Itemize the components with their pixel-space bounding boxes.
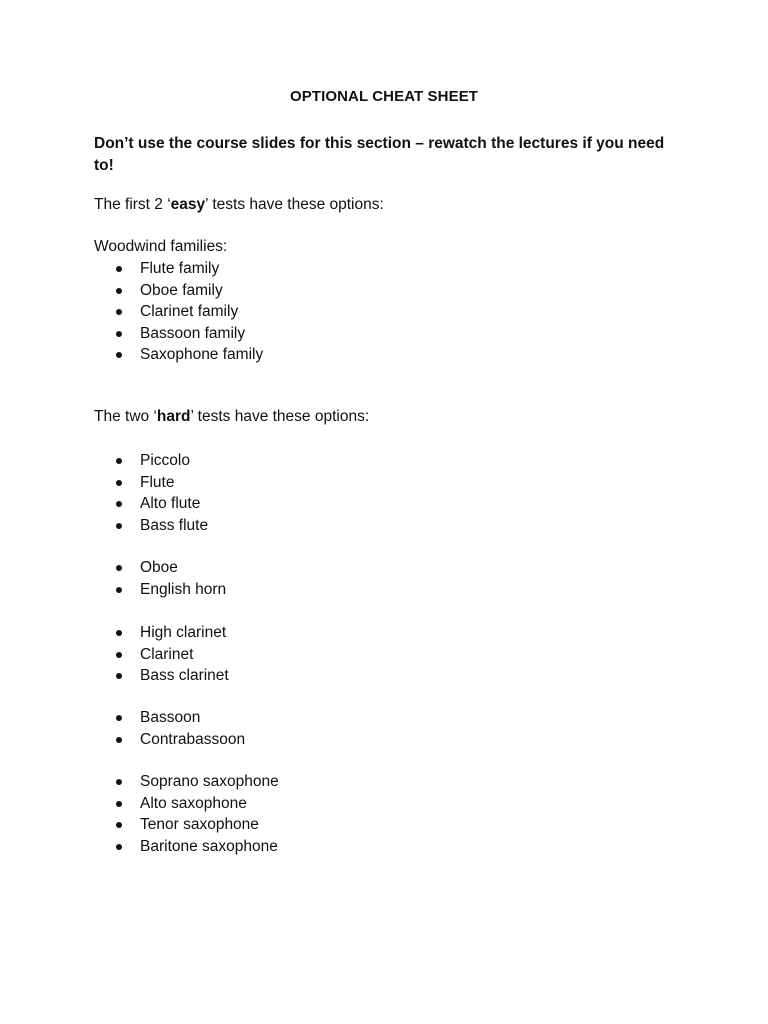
list-item: Bass clarinet <box>116 665 229 687</box>
oboe-group-list <box>116 557 226 600</box>
flute-group-list <box>116 450 208 536</box>
list-item: Soprano saxophone <box>116 771 279 793</box>
list-item: Bassoon <box>116 707 245 729</box>
warning-note: Don’t use the course slides for this section – rewatch the lectures if you need to! <box>94 135 665 174</box>
easy-tests-intro <box>94 194 384 216</box>
hard-tests-intro <box>94 406 369 428</box>
saxophone-group-list <box>116 771 279 857</box>
list-item: Bass flute <box>116 515 208 537</box>
list-item: Contrabassoon <box>116 729 245 751</box>
list-item: Alto flute <box>116 493 208 515</box>
list-item: English horn <box>116 579 226 601</box>
families-list <box>116 258 263 366</box>
list-item: High clarinet <box>116 622 229 644</box>
hard-intro-bold: hard <box>156 408 191 425</box>
easy-intro-before: The first 2 ‘ <box>94 196 171 213</box>
clarinet-group-list <box>116 622 229 687</box>
hard-intro-after: ’ tests have these options: <box>190 408 370 425</box>
page-title: OPTIONAL CHEAT SHEET <box>289 88 479 105</box>
list-item: Alto saxophone <box>116 793 279 815</box>
list-item: Bassoon family <box>116 323 263 345</box>
list-item: Piccolo <box>116 450 208 472</box>
list-item: Clarinet <box>116 644 229 666</box>
list-item: Flute <box>116 472 208 494</box>
list-item: Oboe family <box>116 280 263 302</box>
list-item: Saxophone family <box>116 344 263 366</box>
hard-intro-before: The two ‘ <box>94 408 157 425</box>
list-item: Tenor saxophone <box>116 814 279 836</box>
easy-intro-bold: easy <box>170 196 206 213</box>
bassoon-group-list <box>116 707 245 750</box>
list-item: Flute family <box>116 258 263 280</box>
list-item: Clarinet family <box>116 301 263 323</box>
list-item: Baritone saxophone <box>116 836 279 858</box>
list-item: Oboe <box>116 557 226 579</box>
easy-intro-after: ’ tests have these options: <box>205 196 384 213</box>
woodwind-families-heading: Woodwind families: <box>94 238 228 255</box>
